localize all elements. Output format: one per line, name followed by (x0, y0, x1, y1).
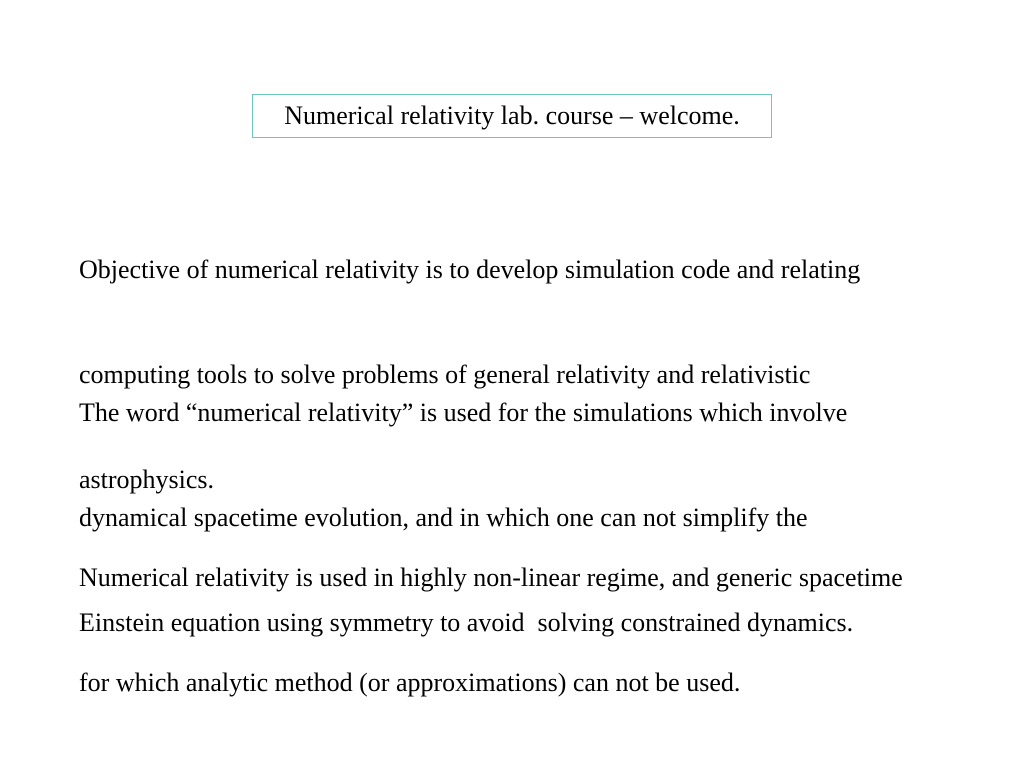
paragraph-usage (79, 490, 903, 770)
paragraph-line: computing tools to solve problems of general relativity and relativistic (79, 360, 811, 389)
paragraph-line: dynamical spacetime evolution, and in which one can not simplify the (79, 503, 808, 532)
paragraph-line: Objective of numerical relativity is to develop simulation code and relating (79, 255, 861, 284)
paragraph-line: The word “numerical relativity” is used for the simulations which involve (79, 398, 848, 427)
paragraph-line: astrophysics. (79, 465, 215, 494)
slide-title: Numerical relativity lab. course – welcome. (252, 94, 772, 138)
paragraph-line: for which analytic method (or approximations) can not be used. (79, 668, 741, 697)
paragraph-line: Einstein equation using symmetry to avoid solving constrained dynamics. (79, 608, 854, 637)
paragraph-line: Numerical relativity is used in highly non-linear regime, and generic spacetime (79, 563, 903, 592)
